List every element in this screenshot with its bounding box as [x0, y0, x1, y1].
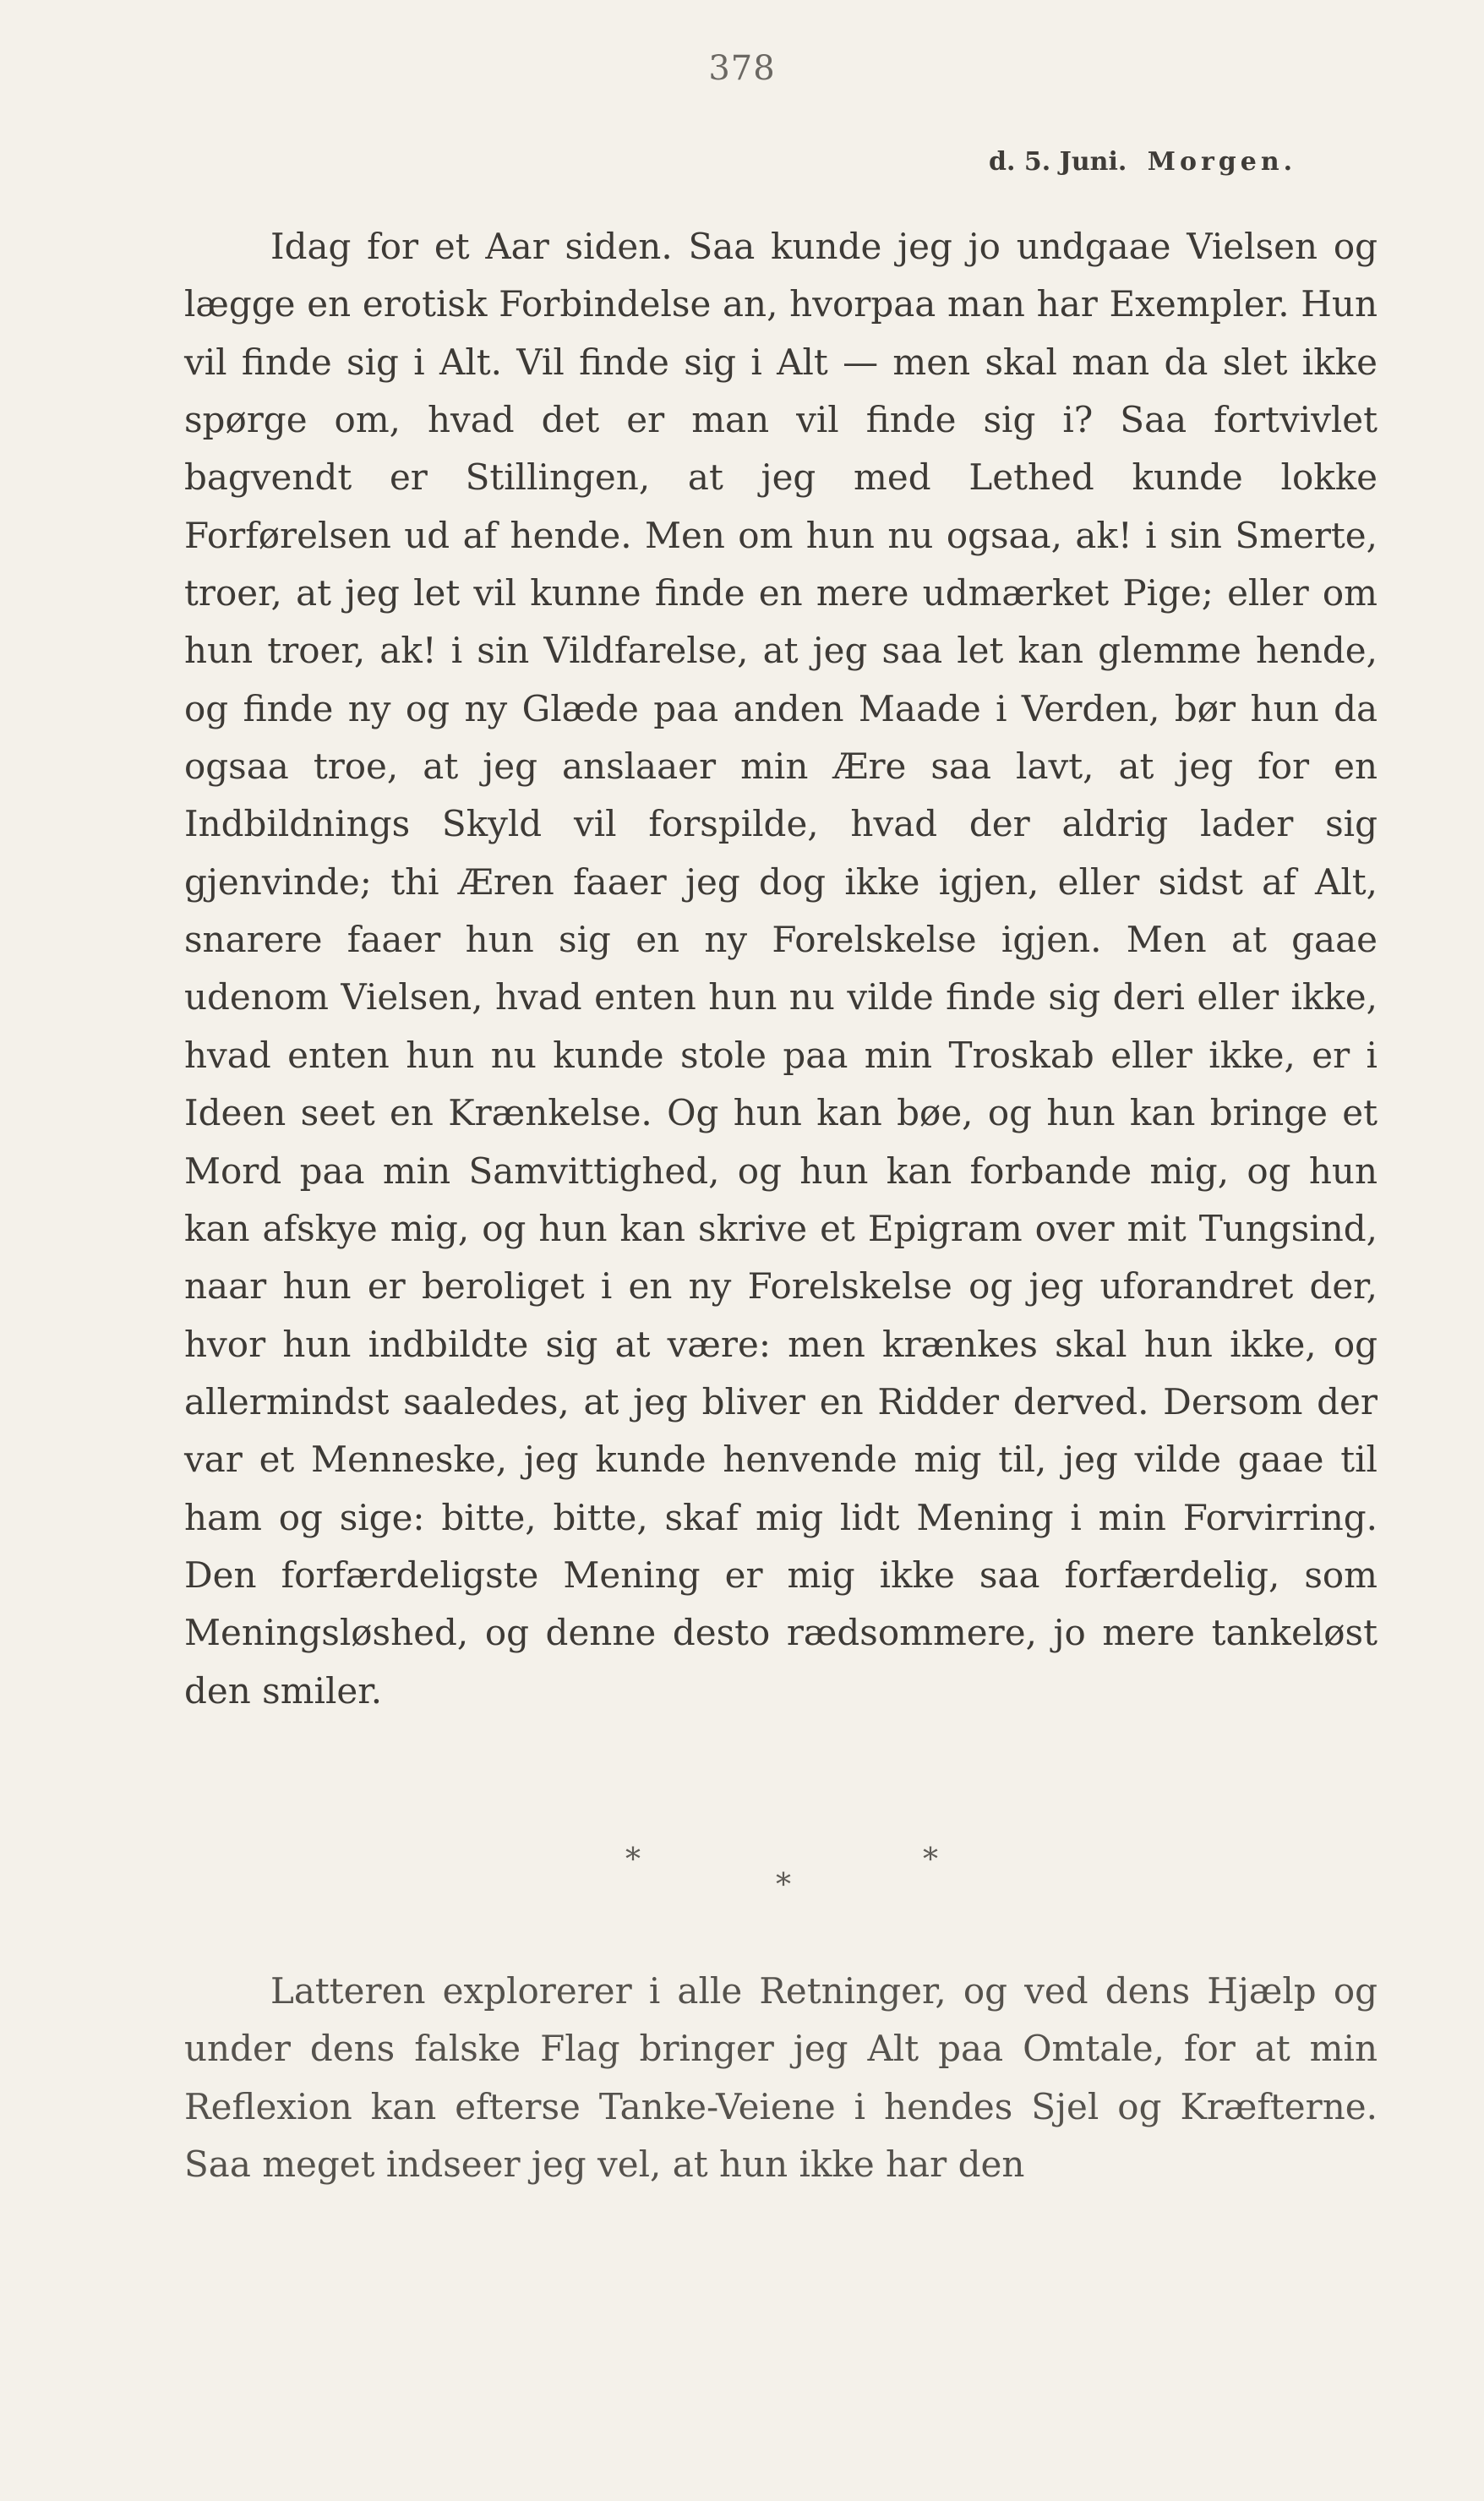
asterisk: * — [923, 1843, 938, 1877]
dateline — [989, 147, 1296, 177]
paragraph: Latteren explorerer i alle Retninger, og ved dens Hjælp og under dens falske Flag bringer jeg Alt paa Omtale, for at min Reflexion kan efterse Tanke-Veiene i hendes Sjel og Kræfterne. Saa meget indseer jeg vel, at hun ikke har den — [184, 1970, 1378, 2186]
body-text-block-1 — [184, 218, 1378, 1720]
dateline-date: d. 5. Juni. — [989, 147, 1127, 177]
asterisk: * — [776, 1868, 791, 1903]
section-separator — [0, 1843, 1484, 1919]
page-number: 378 — [708, 49, 776, 88]
body-text-block-2 — [184, 1963, 1378, 2193]
asterisk: * — [625, 1843, 641, 1877]
dateline-time: Morgen. — [1147, 147, 1297, 177]
paragraph: Idag for et Aar siden. Saa kunde jeg jo undgaae Vielsen og lægge en erotisk Forbindelse an, hvorpaa man har Exempler. Hun vil finde sig i Alt. Vil finde sig i Alt — men skal man da slet ikke spørge om, hvad det er man vil finde sig i? Saa fortvivlet bagvendt er Stillingen, at jeg med Lethed kunde lokke Forførelsen ud af hende. Men om hun nu ogsaa, ak! i sin Smerte, troer, at jeg let vil kunne finde en mere udmærket Pige; eller om hun troer, ak! i sin Vildfarelse, at jeg saa let kan glemme hende, og finde ny og ny Glæde paa anden Maade i Verden, bør hun da ogsaa troe, at jeg anslaaer min Ære saa lavt, at jeg for en Indbildnings Skyld vil forspilde, hvad der aldrig lader sig gjenvinde; thi Æren faaer jeg dog ikke igjen, eller sidst af Alt, snarere faaer hun sig en ny Forelskelse igjen. Men at gaae udenom Vielsen, hvad enten hun nu vilde finde sig deri eller ikke, hvad enten hun nu kunde stole paa min Troskab eller ikke, er i Ideen seet en Krænkelse. Og hun kan bøe, og hun kan bringe et Mord paa min Samvittighed, og hun kan forbande mig, og hun kan afskye mig, og hun kan skrive et Epigram over mit Tungsind, naar hun er beroliget i en ny Forelskelse og jeg uforandret der, hvor hun indbildte sig at være: men krænkes skal hun ikke, og allermindst saaledes, at jeg bliver en Ridder derved. Dersom der var et Menneske, jeg kunde henvende mig til, jeg vilde gaae til ham og sige: bitte, bitte, skaf mig lidt Mening i min Forvirring. Den forfærdeligste Mening er mig ikke saa forfærdelig, som Meningsløshed, og denne desto rædsommere, jo mere tankeløst den smiler. — [184, 226, 1378, 1712]
